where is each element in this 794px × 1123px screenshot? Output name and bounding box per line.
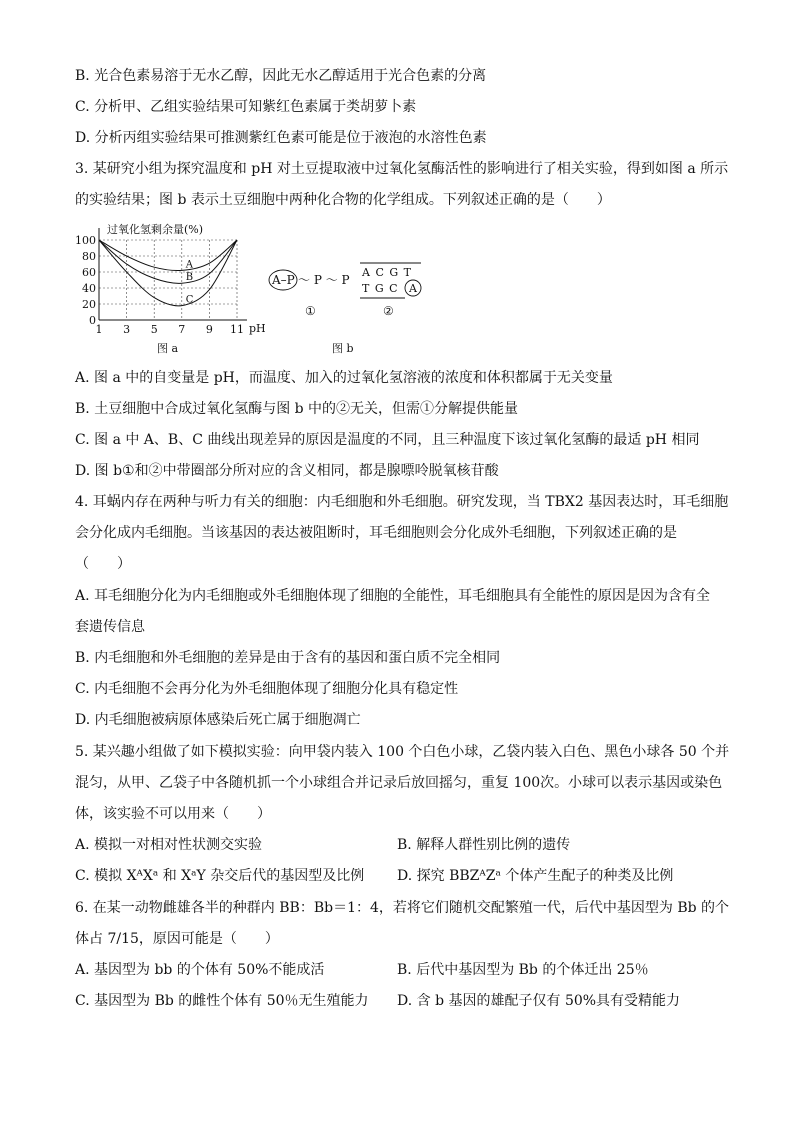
chart-axes bbox=[99, 228, 247, 320]
label-1: ① bbox=[305, 304, 316, 318]
q6-option-b: B. 后代中基因型为 Bb 的个体迁出 25％ bbox=[397, 962, 649, 978]
y-tick-label: 100 bbox=[75, 234, 96, 247]
q6-option-c: C. 基因型为 Bb 的雌性个体有 50％无生殖能力 bbox=[75, 993, 369, 1009]
q3-option-c: C. 图 a 中 A、B、C 曲线出现差异的原因是温度的不同，且三种温度下该过氧化氢酶的最适 pH 相同 bbox=[75, 432, 700, 448]
q4-option-b: B. 内毛细胞和外毛细胞的差异是由于含有的基因和蛋白质不完全相同 bbox=[75, 650, 501, 666]
q5-option-a: A. 模拟一对相对性状测交实验 bbox=[75, 837, 263, 853]
chart-y-axis-label: 过氧化氢剩余量(%) bbox=[107, 223, 204, 236]
q6-option-d: D. 含 b 基因的雄配子仅有 50%具有受精能力 bbox=[397, 993, 681, 1009]
y-tick-label: 20 bbox=[82, 298, 96, 311]
dna-bottom-bases: T G C bbox=[362, 282, 399, 295]
q3-option-b: B. 土豆细胞中合成过氧化氢酶与图 b 中的②无关，但需①分解提供能量 bbox=[75, 401, 519, 417]
label-2: ② bbox=[383, 304, 394, 318]
x-tick-label: 5 bbox=[150, 323, 158, 336]
y-tick-label: 0 bbox=[89, 314, 96, 327]
x-tick-label: 11 bbox=[230, 323, 244, 336]
q5-stem-line3: 体，该实验不可以用来（ ） bbox=[75, 806, 271, 822]
q4-stem-line3: （ ） bbox=[75, 556, 131, 572]
q5-option-c: C. 模拟 XᴬXᵃ 和 XᵃY 杂交后代的基因型及比例 bbox=[75, 868, 365, 884]
curve-label-b: B bbox=[185, 272, 194, 284]
x-tick-label: 1 bbox=[95, 323, 103, 336]
y-tick-label: 40 bbox=[82, 282, 96, 295]
x-tick-label: 3 bbox=[123, 323, 131, 336]
q4-option-d: D. 内毛细胞被病原体感染后死亡属于细胞凋亡 bbox=[75, 712, 361, 728]
atp-circled-part: A–P bbox=[272, 273, 295, 287]
y-tick-label: 60 bbox=[82, 266, 96, 279]
figure-b bbox=[269, 263, 421, 355]
q2-option-d: D. 分析丙组实验结果可推测紫红色素可能是位于液泡的水溶性色素 bbox=[75, 130, 487, 146]
q3-option-a: A. 图 a 中的自变量是 pH，而温度、加入的过氧化氢溶液的浓度和体积都属于无关变量 bbox=[75, 370, 613, 386]
q6-stem-line2: 体占 7/15，原因可能是（ ） bbox=[75, 931, 279, 947]
q4-option-c: C. 内毛细胞不会再分化为外毛细胞体现了细胞分化具有稳定性 bbox=[75, 681, 459, 697]
series-line-c bbox=[99, 240, 237, 306]
chart-series bbox=[99, 240, 237, 306]
chart-y-ticks bbox=[75, 234, 96, 327]
q6-stem-line1: 6. 在某一动物雌雄各半的种群内 BB：Bb＝1：4，若将它们随机交配繁殖一代，后代中基因型为 Bb 的个 bbox=[75, 900, 730, 916]
q5-option-b: B. 解释人群性别比例的遗传 bbox=[397, 837, 571, 853]
q4-stem-line1: 4. 耳蜗内存在两种与听力有关的细胞：内毛细胞和外毛细胞。研究发现，当 TBX2 基因表达时，耳毛细胞 bbox=[75, 494, 729, 510]
q2-option-c: C. 分析甲、乙组实验结果可知紫红色素属于类胡萝卜素 bbox=[75, 99, 417, 115]
q4-stem-line2: 会分化成内毛细胞。当该基因的表达被阻断时，耳毛细胞则会分化成外毛细胞，下列叙述正确的是 bbox=[75, 525, 677, 541]
q3-stem-line1: 3. 某研究小组为探究温度和 pH 对土豆提取液中过氧化氢酶活性的影响进行了相关实验，得到如图 a 所示 bbox=[75, 161, 729, 177]
series-line-b bbox=[99, 240, 237, 283]
y-tick-label: 80 bbox=[82, 250, 96, 263]
chart-x-unit-label: pH bbox=[249, 322, 266, 335]
figure-b-caption: 图 b bbox=[332, 342, 354, 355]
q3-option-d: D. 图 b①和②中带圈部分所对应的含义相同，都是腺嘌呤脱氧核苷酸 bbox=[75, 463, 499, 479]
q5-stem-line2: 混匀，从甲、乙袋子中各随机抓一个小球组合并记录后放回摇匀，重复 100次。小球可以表示基因或染色 bbox=[75, 775, 723, 791]
dna-top-bases: A C G T bbox=[362, 266, 412, 279]
x-tick-label: 9 bbox=[205, 323, 213, 336]
atp-phosphates: ～ P ～ P bbox=[298, 273, 350, 287]
q5-option-d: D. 探究 BBZᴬZᵃ 个体产生配子的种类及比例 bbox=[397, 868, 674, 884]
q5-stem-line1: 5. 某兴趣小组做了如下模拟实验：向甲袋内装入 100 个白色小球，乙袋内装入白色、黑色小球各 50 个并 bbox=[75, 744, 730, 760]
chart-x-ticks bbox=[96, 323, 245, 336]
figure-a-chart bbox=[75, 222, 266, 355]
q6-option-a: A. 基因型为 bb 的个体有 50%不能成活 bbox=[75, 962, 325, 978]
x-tick-label: 7 bbox=[178, 323, 186, 336]
q3-stem-line2: 的实验结果；图 b 表示土豆细胞中两种化合物的化学组成。下列叙述正确的是（ ） bbox=[75, 192, 611, 208]
curve-label-c: C bbox=[185, 294, 194, 306]
figure-svg bbox=[75, 222, 445, 360]
q4-option-a-line1: A. 耳毛细胞分化为内毛细胞或外毛细胞体现了细胞的全能性，耳毛细胞具有全能性的原因是因为含有全 bbox=[75, 588, 711, 604]
figure-a-caption: 图 a bbox=[157, 342, 179, 355]
curve-label-a: A bbox=[185, 259, 194, 271]
dna-circled-base: A bbox=[409, 282, 417, 295]
q4-option-a-line2: 套遗传信息 bbox=[75, 619, 145, 635]
q2-option-b: B. 光合色素易溶于无水乙醇，因此无水乙醇适用于光合色素的分离 bbox=[75, 68, 487, 84]
q3-figure bbox=[75, 222, 445, 360]
